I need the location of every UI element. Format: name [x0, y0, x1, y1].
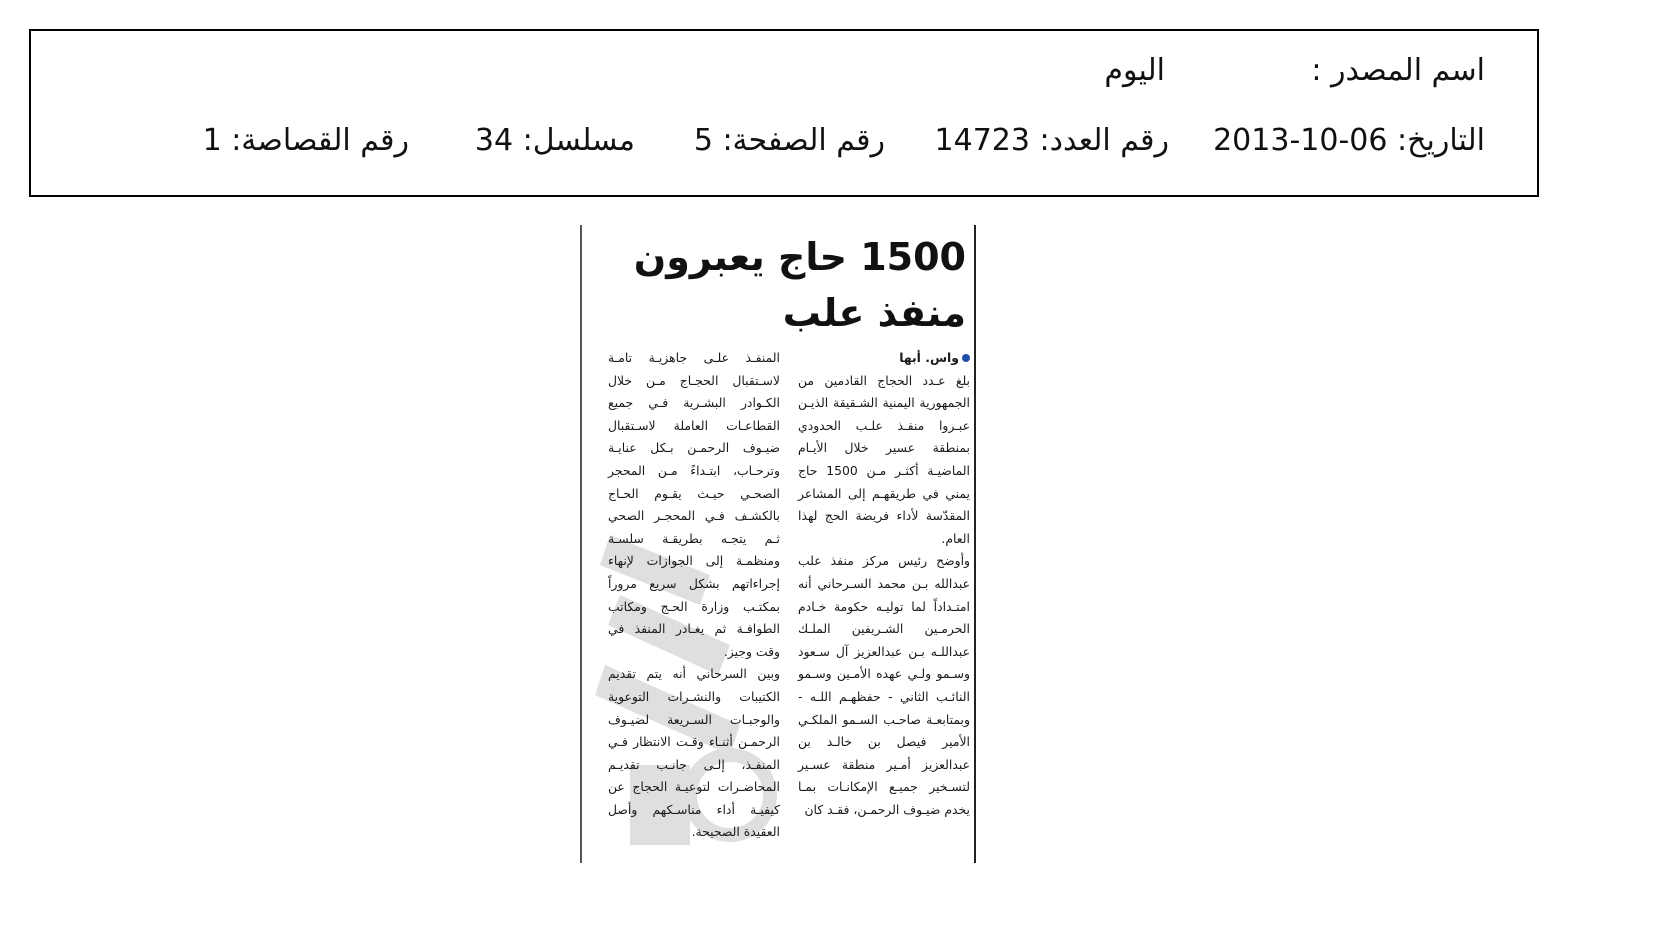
headline-line-2: منفذ علب [782, 291, 966, 335]
page-number-field: رقم الصفحة: 5 [693, 123, 885, 158]
issue-number-field: رقم العدد: 14723 [934, 123, 1169, 158]
serial-field: مسلسل: 34 [474, 123, 635, 158]
right-column-paragraph-2: وأوضح رئيس مركز منفذ علب عبدالله بـن محمد السـرحاني أنه امتـداداً لما توليـه حكومة خـادم الحرمـين الشـريفين الملـك عبداللـه بـن عبدالعزيز آل سـعود وسـمو ولـي عهده الأمـين وسـمو النائـب الثاني - حفظهـم اللـه - وبمتابعـة صاحـب السـمو الملكـي الأمير فيصل بن خالـد بن عبدالعزيز أمـير منطقة عسـير لتسـخير جميـع الإمكانـات بمـا يخدم ضيـوف الرحمـن، فقـد كان [798, 553, 970, 817]
metadata-box [29, 29, 1539, 197]
left-column-paragraph-2: وبين السرحاني أنه يتم تقديم الكتيبات والنشـرات التوعوية والوجبـات السـريعة لضيـوف الرحمـن أثنـاء وقـت الانتظار فـي المنفـذ، إلـى جانـب تقديـم المحاضـرات لتوعيـة الحجاج عن كيفيـة أداء مناسـكهم وأصل العقيدة الصحيحة. [608, 666, 780, 840]
clipping-left-edge [580, 225, 582, 863]
source-label: اسم المصدر : [1311, 53, 1485, 88]
dateline-text: واس. أبها [899, 350, 959, 365]
date-field: التاريخ: 06-10-2013 [1213, 123, 1485, 158]
clipping-right-edge [974, 225, 976, 863]
bullet-dot-icon [962, 354, 970, 362]
left-column-paragraph-1: المنفـذ علـى جاهزيـة تامـة لاسـتقبال الحجـاج مـن خلال الكـوادر البشـرية فـي جميع القطاعـات العاملة لاسـتقبال ضيـوف الرحمـن بـكل عنايـة وترحـاب، ابتـداءً مـن المحجر الصحـي حيـث يقـوم الحـاج بالكشـف فـي المحجـر الصحي ثـم يتجـه بطريقـة سلسـة ومنظمـة إلى الجوازات لإنهاء إجراءاتهم بشكل سريع مروراً بمكتـب وزارة الحـج ومكاتب الطوافـة ثم يغـادر المنفذ في وقت وجيز. [608, 350, 780, 659]
source-value: اليوم [1104, 53, 1165, 88]
clip-number-field: رقم القصاصة: 1 [202, 123, 409, 158]
article-headline [596, 229, 966, 341]
article-column-right [798, 347, 970, 821]
article-dateline [798, 347, 970, 370]
article-column-left [608, 347, 780, 844]
newspaper-clipping [580, 225, 976, 863]
headline-line-1: 1500 حاج يعبرون [633, 235, 966, 279]
right-column-paragraph-1: بلغ عـدد الحجاج القادمين من الجمهورية اليمنية الشـقيقة الذيـن عبـروا منفـذ علـب الحدودي بمنطقة عسير خلال الأيـام الماضيـة أكثـر مـن 1500 حاج يمني في طريقهـم إلى المشاعر المقدّسة لأداء فريضة الحج لهذا العام. [798, 372, 970, 546]
